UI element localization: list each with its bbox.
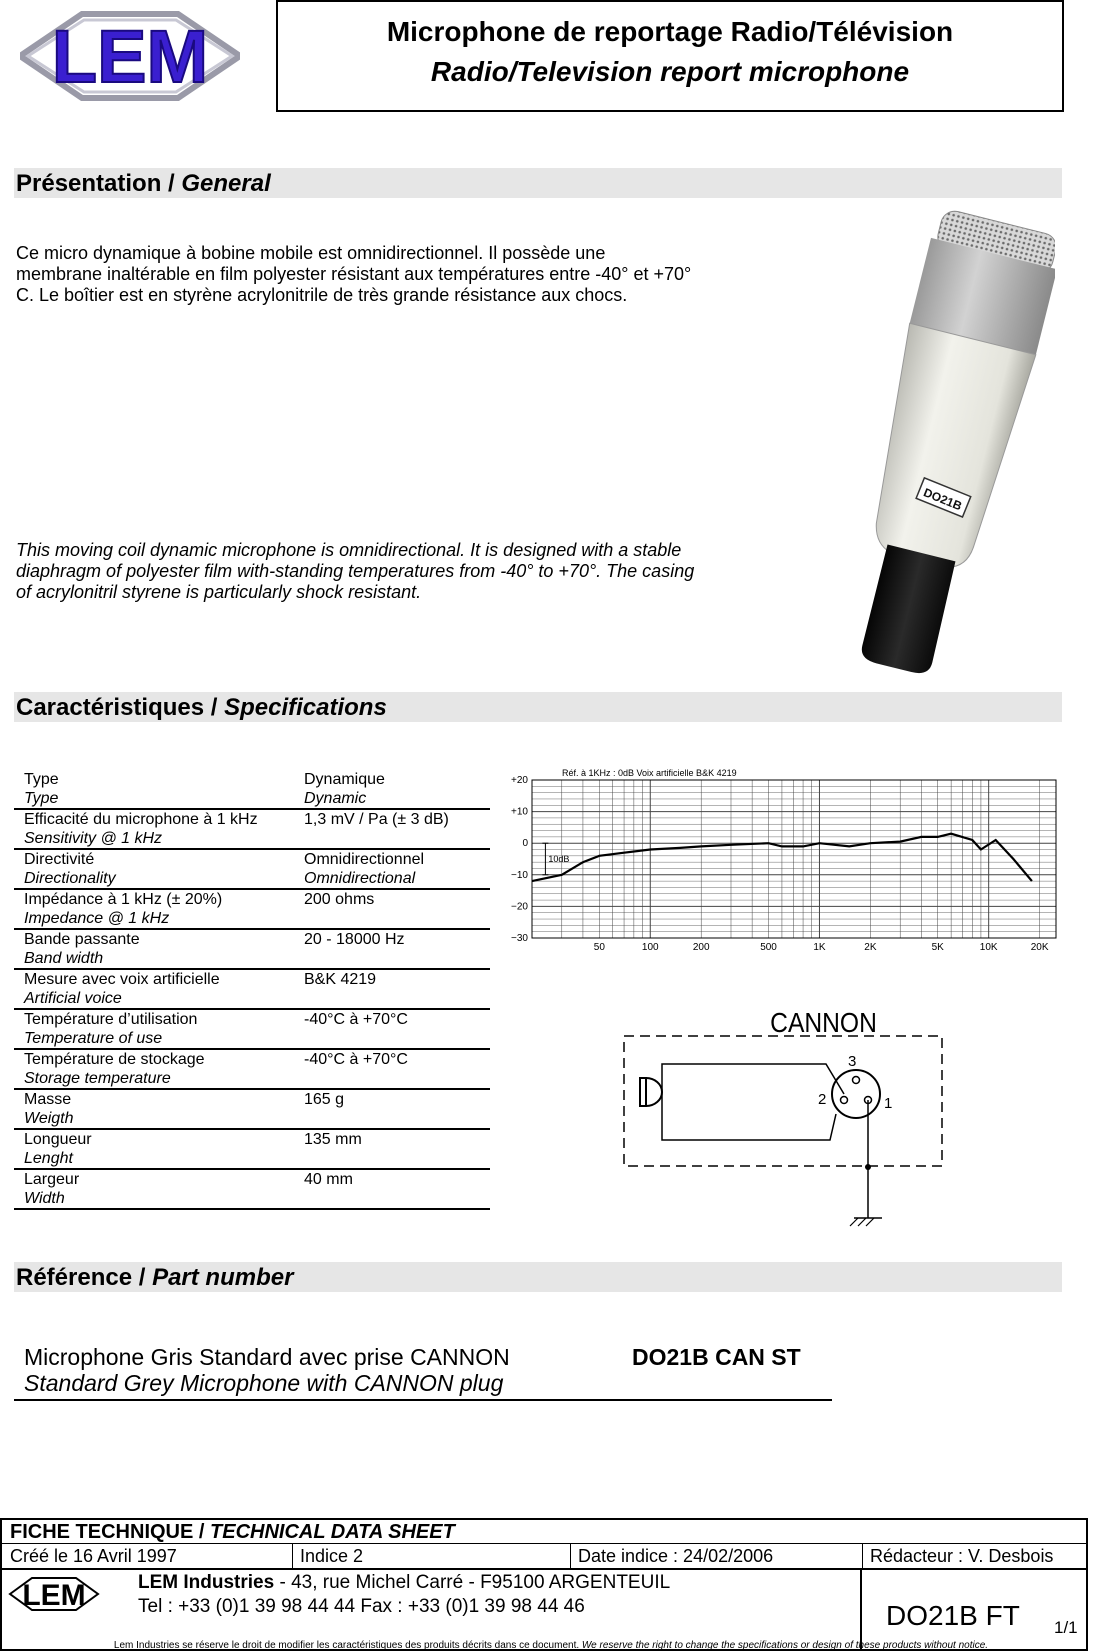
x-tick-label: 50 <box>593 942 605 950</box>
mic-model-label: DO21B <box>921 485 964 514</box>
spec-label: Directivité <box>24 851 95 868</box>
reference-divider <box>14 1399 832 1401</box>
spec-value: -40°C à +70°C <box>304 1051 408 1068</box>
spec-label-english: Band width <box>24 950 104 967</box>
section-general-header: Présentation / General <box>14 168 1062 198</box>
spec-row <box>14 1049 490 1089</box>
x-tick-label: 100 <box>641 942 659 950</box>
section-reference-header: Référence / Part number <box>14 1262 1062 1292</box>
spec-row <box>14 1129 490 1169</box>
y-tick-label: +10 <box>511 806 528 818</box>
description-french: Ce micro dynamique à bobine mobile est omnidirectionnel. Il possède une membrane inaltérable en film polyester résistant aux températures entre -40° et +70° C. Le boîtier est en styrène acrylonitrile de très grande résistance aux chocs. <box>16 243 692 305</box>
spec-value: 1,3 mV / Pa (± 3 dB) <box>304 811 449 828</box>
x-tick-label: 2K <box>864 942 877 950</box>
spec-value-english: Omnidirectional <box>304 870 416 887</box>
chart-title: Réf. à 1KHz : 0dB Voix artificielle B&K 4219 <box>562 768 737 778</box>
page-number: 1/1 <box>1054 1618 1078 1637</box>
footer-info-row <box>2 1544 1086 1570</box>
scale-note: 10dB <box>548 854 570 864</box>
legal-footnote: Lem Industries se réserve le droit de modifier les caractéristiques des produits décrits dans ce document. We reserve the right to change the specifications or design of these products without notice. <box>113 1640 989 1651</box>
reference-description-english: Standard Grey Microphone with CANNON plug <box>24 1370 504 1396</box>
section-specifications-header: Caractéristiques / Specifications <box>14 692 1062 722</box>
svg-text:LEM: LEM <box>22 1579 86 1612</box>
y-tick-label: +20 <box>511 775 528 786</box>
revision-index: Indice 2 <box>300 1546 364 1566</box>
spec-value: 200 ohms <box>304 891 375 908</box>
spec-label-english: Lenght <box>24 1150 73 1167</box>
spec-label: Type <box>24 771 59 788</box>
schematic-title: CANNON <box>770 1006 877 1039</box>
pin-label-3: 3 <box>848 1053 857 1070</box>
spec-label: Masse <box>24 1091 72 1108</box>
technical-data-sheet-footer <box>0 1518 1088 1651</box>
x-tick-label: 20K <box>1030 942 1049 950</box>
spec-row <box>14 809 490 849</box>
spec-row <box>14 849 490 889</box>
part-number: DO21B CAN ST <box>632 1344 801 1370</box>
spec-value: 40 mm <box>304 1171 353 1188</box>
spec-label-english: Weigth <box>24 1110 74 1127</box>
creation-date: Créé le 16 Avril 1997 <box>10 1546 177 1566</box>
spec-label-english: Artificial voice <box>24 990 122 1007</box>
y-tick-label: −20 <box>511 901 528 913</box>
x-tick-label: 5K <box>931 942 944 950</box>
spec-value: 135 mm <box>304 1131 362 1148</box>
spec-label-english: Storage temperature <box>24 1070 171 1087</box>
spec-row <box>14 929 490 969</box>
description-english: This moving coil dynamic microphone is omnidirectional. It is designed with a stable diaphragm of polyester film with-standing temperatures from -40° to +70°. The casing of acrylonitril styrene is particularly shock resistant. <box>16 540 695 602</box>
spec-label-english: Temperature of use <box>24 1030 163 1047</box>
title-english: Radio/Television report microphone <box>430 56 910 87</box>
spec-label: Largeur <box>24 1171 80 1188</box>
spec-value: B&K 4219 <box>304 971 377 988</box>
spec-value: 20 - 18000 Hz <box>304 931 405 948</box>
spec-label-english: Impedance @ 1 kHz <box>24 910 170 927</box>
company-address: LEM Industries - 43, rue Michel Carré - F95100 ARGENTEUIL <box>138 1572 671 1593</box>
title-french: Microphone de reportage Radio/Télévision <box>386 16 954 47</box>
y-tick-label: −10 <box>511 869 528 881</box>
spec-value: Dynamique <box>304 771 385 788</box>
footer-title: FICHE TECHNIQUE / TECHNICAL DATA SHEET <box>2 1520 1086 1544</box>
spec-value: -40°C à +70°C <box>304 1011 408 1028</box>
x-tick-label: 1K <box>813 942 826 950</box>
title-box <box>276 0 1064 112</box>
spec-row <box>14 969 490 1009</box>
spec-label: Température d’utilisation <box>24 1011 198 1028</box>
pin-label-1: 1 <box>884 1095 893 1112</box>
spec-label-english: Type <box>24 790 59 807</box>
spec-label: Bande passante <box>24 931 140 948</box>
reference-description-french: Microphone Gris Standard avec prise CANNON <box>24 1344 510 1370</box>
company-contact: Tel : +33 (0)1 39 98 44 44 Fax : +33 (0)1 39 98 44 46 <box>138 1596 585 1617</box>
spec-label-english: Width <box>24 1190 65 1207</box>
spec-value-english: Dynamic <box>304 790 367 807</box>
microphone-photo <box>745 205 1055 675</box>
lem-logo <box>20 10 240 102</box>
spec-label: Efficacité du microphone à 1 kHz <box>24 811 258 828</box>
spec-value: Omnidirectionnel <box>304 851 425 868</box>
frequency-response-chart <box>500 758 1060 950</box>
footer-lem-logo <box>8 1574 100 1614</box>
spec-row <box>14 889 490 929</box>
spec-value: 165 g <box>304 1091 345 1108</box>
spec-row <box>14 770 490 809</box>
cannon-wiring-diagram <box>600 996 950 1231</box>
pin-label-2: 2 <box>818 1091 827 1108</box>
spec-label: Longueur <box>24 1131 92 1148</box>
spec-label: Mesure avec voix artificielle <box>24 971 220 988</box>
y-tick-label: 0 <box>522 838 528 850</box>
y-tick-label: −30 <box>511 933 528 944</box>
spec-row <box>14 1009 490 1049</box>
spec-label-english: Sensitivity @ 1 kHz <box>24 830 163 847</box>
author: Rédacteur : V. Desbois <box>870 1546 1054 1566</box>
svg-text:LEM: LEM <box>51 15 209 98</box>
specifications-table <box>14 770 490 1210</box>
document-code: DO21B FT <box>886 1600 1020 1631</box>
spec-label-english: Directionality <box>24 870 116 887</box>
x-tick-label: 200 <box>692 942 710 950</box>
x-tick-label: 500 <box>760 942 777 950</box>
spec-label: Température de stockage <box>24 1051 205 1068</box>
x-tick-label: 10K <box>979 942 998 950</box>
spec-row <box>14 1089 490 1129</box>
spec-row <box>14 1169 490 1209</box>
revision-date: Date indice : 24/02/2006 <box>578 1546 774 1566</box>
spec-label: Impédance à 1 kHz (± 20%) <box>24 891 223 908</box>
